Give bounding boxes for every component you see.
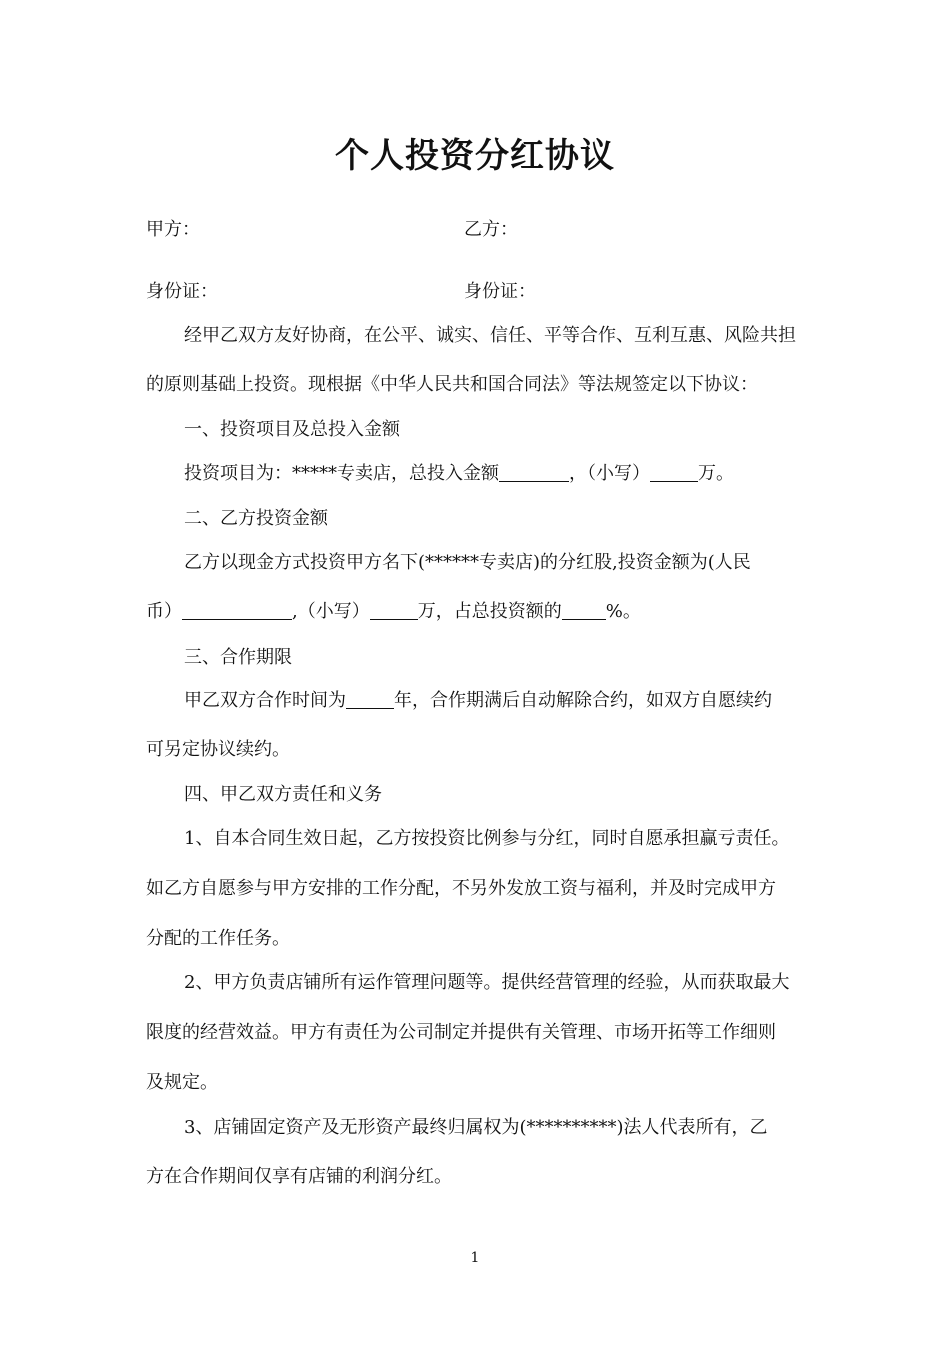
page-number: 1: [470, 1250, 480, 1266]
section-3-heading: 三、合作期限: [184, 647, 292, 668]
total-amount-small-blank: [650, 463, 698, 482]
s1-text-a: 投资项目为：*****专卖店，总投入金额: [184, 463, 499, 484]
section-2-line-2: [146, 600, 641, 624]
party-b-label: 乙方：: [464, 219, 518, 240]
s2-text-b: ,（小写）: [292, 601, 370, 622]
clause-1-line-1: 1、自本合同生效日起，乙方按投资比例参与分红，同时自愿承担赢亏责任。: [184, 828, 790, 849]
clause-3-line-1: 3、店铺固定资产及无形资产最终归属权为(**********)法人代表所有，乙: [184, 1117, 768, 1138]
s3-text-b: 年，合作期满后自动解除合约，如双方自愿续约: [394, 690, 772, 711]
clause-2-line-1: 2、甲方负责店铺所有运作管理问题等。提供经营管理的经验，从而获取最大: [184, 972, 790, 993]
investment-amount-blank: [182, 601, 292, 620]
intro-line-1: 经甲乙双方友好协商，在公平、诚实、信任、平等合作、互利互惠、风险共担: [184, 325, 796, 346]
s2-text-a: 币）: [146, 601, 182, 622]
section-1-heading: 一、投资项目及总投入金额: [184, 419, 400, 440]
section-2-line-1: 乙方以现金方式投资甲方名下(******专卖店)的分红股,投资金额为(人民: [184, 552, 751, 573]
clause-1-line-3: 分配的工作任务。: [146, 928, 290, 949]
section-1-body: [184, 462, 734, 486]
section-3-line-2: 可另定协议续约。: [146, 739, 290, 760]
clause-1-line-2: 如乙方自愿参与甲方安排的工作分配，不另外发放工资与福利，并及时完成甲方: [146, 878, 776, 899]
s3-text-a: 甲乙双方合作时间为: [184, 690, 346, 711]
percentage-blank: [562, 601, 606, 620]
s2-text-d: %。: [605, 601, 641, 622]
id-a-label: 身份证：: [146, 281, 218, 302]
clause-2-line-2: 限度的经营效益。甲方有责任为公司制定并提供有关管理、市场开拓等工作细则: [146, 1022, 776, 1043]
s1-text-b: ，（小写）: [569, 463, 650, 484]
s2-text-c: 万，占总投资额的: [417, 601, 562, 622]
total-amount-blank: [499, 463, 569, 482]
document-title: 个人投资分红协议: [335, 136, 615, 176]
section-3-line-1: [184, 689, 772, 713]
section-4-heading: 四、甲乙双方责任和义务: [184, 784, 382, 805]
investment-small-blank: [370, 601, 418, 620]
section-2-heading: 二、乙方投资金额: [184, 508, 328, 529]
id-b-label: 身份证：: [464, 281, 536, 302]
s1-text-c: 万。: [698, 463, 734, 484]
years-blank: [346, 690, 394, 709]
party-a-label: 甲方：: [146, 219, 200, 240]
clause-3-line-2: 方在合作期间仅享有店铺的利润分红。: [146, 1166, 452, 1187]
intro-line-2: 的原则基础上投资。现根据《中华人民共和国合同法》等法规签定以下协议：: [146, 374, 758, 395]
clause-2-line-3: 及规定。: [146, 1072, 218, 1093]
